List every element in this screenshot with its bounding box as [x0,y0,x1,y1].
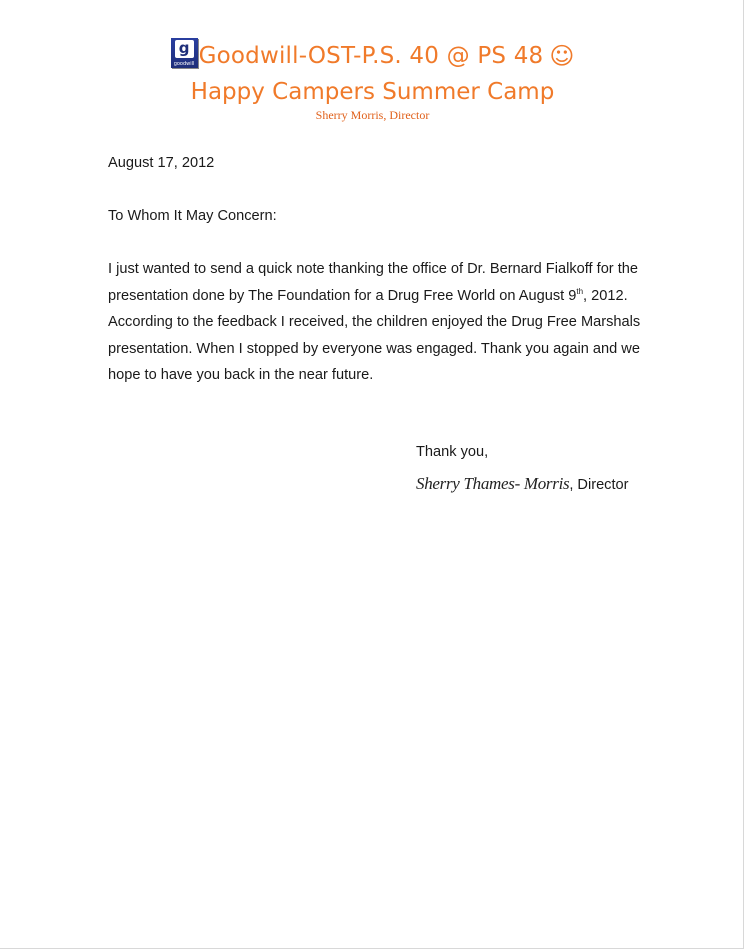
letter-salutation: To Whom It May Concern: [108,208,277,224]
goodwill-g-mark: g [175,40,194,58]
letterhead [0,38,745,122]
goodwill-logo-icon [171,38,198,68]
letter-date: August 17, 2012 [108,155,215,171]
signature-title: , Director [569,477,629,493]
ordinal-suffix: th [576,286,584,296]
logo-wordmark: goodwill [173,61,195,67]
signature-block [416,471,629,498]
handwritten-signature: Sherry Thames- Morris [416,474,570,493]
letter-closing: Thank you, [416,444,489,460]
letterhead-director: Sherry Morris, Director [315,108,430,122]
body-text-part2: , 2012. According to the feedback I received, the children enjoyed the Drug Free Marshals presentation. When I stopped by everyone was engaged. Thank you again and we hope to have you back in the near future. [108,287,641,383]
body-text-part1: I just wanted to send a quick note thanking the office of Dr. Bernard Fialkoff for the presentation done by The Foundation for a Drug Free World on August 9 [108,261,639,304]
camp-name: Happy Campers Summer Camp [190,79,555,105]
organization-line [0,38,745,74]
letter-body-paragraph [108,256,648,389]
smiley-icon: ☺ [549,42,575,70]
organization-name: Goodwill-OST-P.S. 40 @ PS 48 [198,43,544,69]
